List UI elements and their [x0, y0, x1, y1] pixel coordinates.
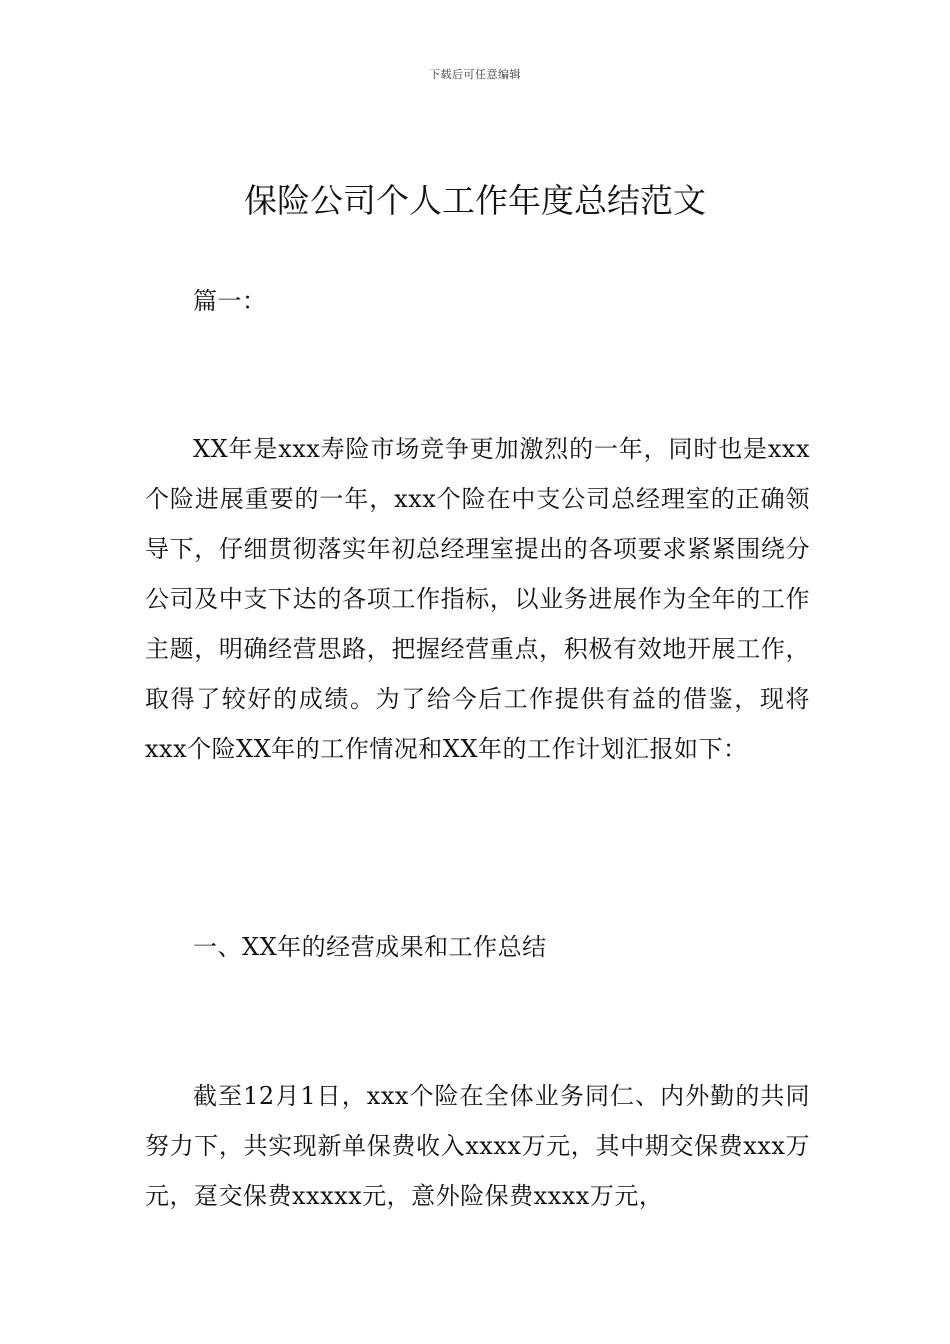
document-title: 保险公司个人工作年度总结范文	[244, 181, 706, 220]
part-label: 篇一：	[193, 287, 267, 315]
results-paragraph: 截至12月1日，xxx个险在全体业务同仁、内外勤的共同努力下，共实现新单保费收入xxxx万元，其中期交保费xxx万元，趸交保费xxxxx元，意外险保费xxxx万元，	[145, 1082, 810, 1210]
section-heading: 一、XX年的经营成果和工作总结	[193, 933, 547, 961]
intro-paragraph: XX年是xxx寿险市场竞争更加激烈的一年，同时也是xxx个险进展重要的一年，xxx个险在中支公司总经理室的正确领导下，仔细贯彻落实年初总经理室提出的各项要求紧紧围绕分公司及中支下达的各项工作指标，以业务进展作为全年的工作主题，明确经营思路，把握经营重点，积极有效地开展工作，取得了较好的成绩。为了给今后工作提供有益的借鉴，现将xxx个险XX年的工作情况和XX年的工作计划汇报如下：	[145, 435, 810, 763]
header-note: 下载后可任意编辑	[429, 68, 521, 81]
